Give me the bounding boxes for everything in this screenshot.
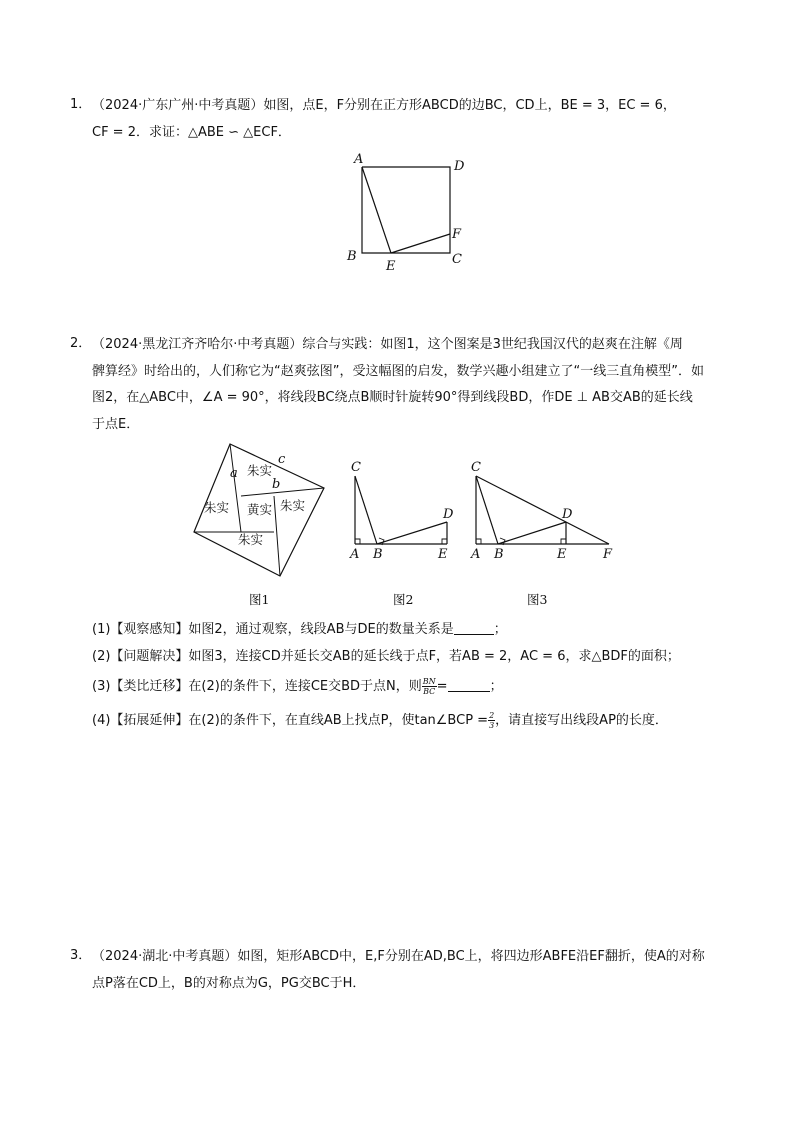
q1-label-c: C [452,252,462,267]
fig3-label-d: D [562,507,573,522]
q1-label-d: D [454,159,465,174]
answer-blank-3[interactable] [448,679,490,692]
q2-figure-1 [190,440,330,580]
fig1-label-c: c [278,452,286,467]
fig3-label-a: A [471,547,481,562]
fig1-huang: 黄实 [247,502,273,517]
fig2-label-c: C [351,460,361,475]
q1-line-1: （2024·广东广州·中考真题）如图，点E，F分别在正方形ABCD的边BC，CD上，BE = 3，EC = 6， [92,98,676,113]
q2-line-4: 于点E． [92,416,140,432]
q2-sub-4-rest: ，请直接写出线段AP的长度． [495,713,668,728]
q2-figure-3 [467,458,617,568]
fig3-label-f: F [603,547,613,562]
q1-number: 1． [70,97,92,112]
q1-label-b: B [347,249,357,264]
q1-label-f: F [452,227,462,242]
q1-label-e: E [386,259,396,274]
frac-2: 2 [489,711,495,720]
frac-bc: BC [423,687,436,696]
q1-figure [340,150,480,275]
caption-fig2: 图2 [393,592,414,607]
fig1-label-b: b [272,477,281,492]
fig2-label-d: D [443,507,454,522]
q2-line-1: （2024·黑龙江齐齐哈尔·中考真题）综合与实践：如图1，这个图案是3世纪我国汉代的赵爽在注解《周 [92,337,683,352]
fig2-label-a: A [350,547,360,562]
q2-sub-3-eq: = [436,679,448,694]
q2-figure-2 [346,458,458,568]
q2-sub-3-end: ； [489,679,503,694]
q2-sub-1 [92,620,732,640]
q2-sub-4 [92,711,732,731]
q2-sub-4-text: (4)【拓展延伸】在(2)的条件下，在直线AB上找点P，使tan∠BCP = [92,713,489,728]
fig3-label-b: B [494,547,504,562]
answer-blank-1[interactable] [454,622,494,635]
q2-sub-2: (2)【问题解决】如图3，连接CD并延长交AB的延长线于点F，若AB = 2，AC = 6，求△BDF的面积； [92,649,680,664]
fig2-label-e: E [438,547,448,562]
fig1-label-a: a [230,466,238,481]
q2-sub-1-end: ； [493,622,507,637]
fig1-zhu-bottom: 朱实 [238,532,264,547]
q2-line-2: 髀算经》时给出的，人们称它为“赵爽弦图”，受这幅图的启发，数学兴趣小组建立了“一线三直角模型”．如 [92,363,704,379]
fig1-zhu-top: 朱实 [247,463,273,478]
q2-sub-3-fraction [422,677,437,696]
q2-text [92,332,728,438]
frac-3: 3 [489,721,495,730]
q2-number: 2． [70,336,92,351]
q1-line-2: CF = 2．求证：△ABE ∽ △ECF． [92,124,291,140]
q2-sub-3-text: (3)【类比迁移】在(2)的条件下，连接CE交BD于点N，则 [92,679,422,694]
q3-text [92,944,728,997]
fig3-label-c: C [471,460,481,475]
q1-label-a: A [354,152,364,167]
q1-text [92,93,728,146]
q2-sub-3 [92,677,732,697]
q3-line-2: 点P落在CD上，B的对称点为G，PG交BC于H． [92,975,366,991]
q3-line-1: （2024·湖北·中考真题）如图，矩形ABCD中，E,F分别在AD,BC上，将四边形ABFE沿EF翻折，使A的对称 [92,949,705,964]
caption-fig1: 图1 [249,592,270,607]
fig1-zhu-left: 朱实 [204,500,230,515]
caption-fig3: 图3 [527,592,548,607]
fig3-label-e: E [557,547,567,562]
q2-sub-1-text: (1)【观察感知】如图2，通过观察，线段AB与DE的数量关系是 [92,622,454,637]
fig2-label-b: B [373,547,383,562]
frac-bn: BN [422,677,436,686]
fig1-zhu-right: 朱实 [280,498,306,513]
q2-line-3: 图2，在△ABC中，∠A = 90°，将线段BC绕点B顺时针旋转90°得到线段BD，作DE ⊥ AB交AB的延长线 [92,390,693,405]
q3-number: 3． [70,948,92,963]
